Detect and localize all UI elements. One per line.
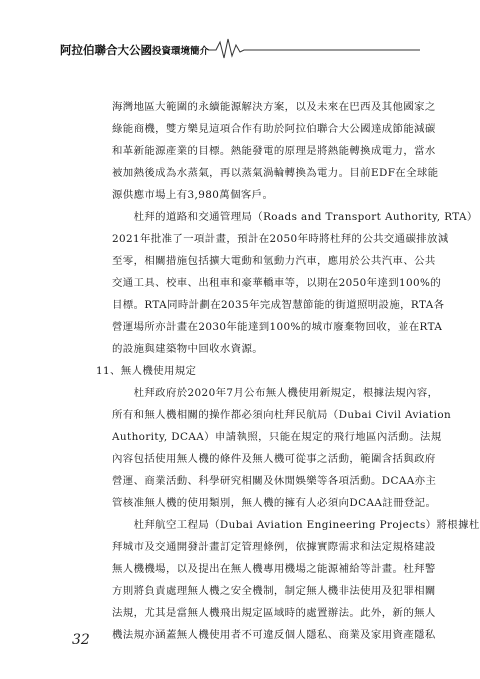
header-title-main: 阿拉伯聯合大公國 (60, 43, 152, 57)
text-line: 法規，尤其是當無人機飛出規定區域時的處置辦法。此外，新的無人 (112, 607, 436, 619)
text-line: 杜拜航空工程局（Dubai Aviation Engineering Projects）將根據杜 (112, 519, 480, 531)
text-line: 被加熱後成為水蒸氣，再以蒸氣渦輪轉換為電力。目前EDF在全球能 (112, 167, 439, 179)
text-line: 目標。RTA同時計劃在2035年完成智慧節能的街道照明設施，RTA各 (112, 299, 445, 311)
text-line: 所有和無人機相關的操作都必須向杜拜民航局（Dubai Civil Aviation (112, 409, 452, 421)
text-line: 至零，相關措施包括擴大電動和氫動力汽車，應用於公共汽車、公共 (112, 255, 436, 267)
section-heading: 11、無人機使用規定 (96, 365, 197, 377)
text-line: Authority, DCAA）申請執照，只能在規定的飛行地區內活動。法規 (112, 431, 442, 443)
text-line: 杜拜的道路和交通管理局（Roads and Transport Authority, RTA） (112, 211, 478, 223)
text-line: 內容包括使用無人機的條件及無人機可從事之活動，範圍含括與政府 (112, 453, 436, 465)
text-line: 管核准無人機的使用類別，無人機的擁有人必須向DCAA註冊登記。 (112, 497, 437, 509)
header-title-sub: 投資環境簡介 (152, 46, 210, 57)
text-line: 的設施與建築物中回收水資源。 (112, 343, 264, 355)
header-title (60, 42, 209, 58)
text-line: 營運場所亦計畫在2030年能達到100%的城市廢棄物回收，並在RTA (112, 321, 443, 333)
text-line: 和革新能源產業的目標。熱能發電的原理是將熱能轉換成電力，當水 (112, 145, 436, 157)
running-header (60, 36, 420, 60)
text-line: 拜城市及交通開發計畫訂定管理條例，依據實際需求和法定規格建設 (112, 541, 436, 553)
text-line: 源供應市場上有3,980萬個客戶。 (112, 189, 274, 201)
heartbeat-line-icon (208, 36, 420, 60)
text-line: 方則將負責處理無人機之安全機制，制定無人機非法使用及犯罪相關 (112, 585, 436, 597)
text-line: 海灣地區大範圍的永續能源解決方案，以及未來在巴西及其他國家之 (112, 101, 436, 113)
text-line: 綠能商機，雙方樂見這項合作有助於阿拉伯聯合大公國達成節能減碳 (112, 123, 436, 135)
text-line: 杜拜政府於2020年7月公布無人機使用新規定，根據法規內容， (112, 387, 439, 399)
text-line: 機法規亦涵蓋無人機使用者不可違反個人隱私、商業及家用資產隱私 (112, 629, 436, 641)
text-line: 交通工具、校車、出租車和豪華轎車等，以期在2050年達到100%的 (112, 277, 442, 289)
text-line: 2021年批准了一項計畫，預計在2050年時將杜拜的公共交通碳排放減 (112, 233, 449, 245)
text-line: 無人機機場，以及提出在無人機專用機場之能源補給等計畫。杜拜警 (112, 563, 436, 575)
text-line: 營運、商業活動、科學研究相關及休閒娛樂等各項活動。DCAA亦主 (112, 475, 437, 487)
page-number: 32 (72, 632, 90, 648)
